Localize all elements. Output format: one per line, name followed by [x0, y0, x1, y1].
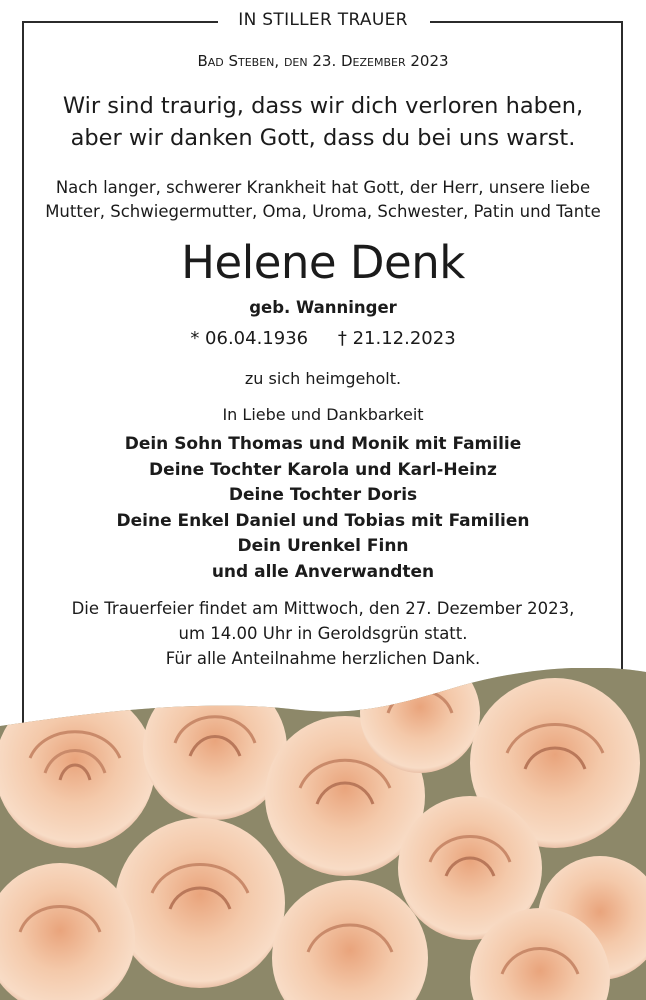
mourners-list — [0, 432, 646, 585]
deceased-name: Helene Denk — [181, 236, 465, 289]
service-line: Für alle Anteilnahme herzlichen Dank. — [165, 649, 481, 668]
place-date: Bad Steben, den 23. Dezember 2023 — [197, 52, 449, 70]
bible-quote — [0, 90, 646, 154]
mourner-line: Deine Tochter Karola und Karl-Heinz — [149, 459, 497, 480]
called-home-text: zu sich heimgeholt. — [244, 369, 402, 388]
roses-image — [0, 668, 646, 1000]
life-dates — [0, 328, 646, 349]
service-line: um 14.00 Uhr in Geroldsgrün statt. — [178, 624, 468, 643]
birth-name: geb. Wanninger — [249, 298, 397, 317]
intro-text — [0, 176, 646, 224]
mourner-line: und alle Anverwandten — [211, 561, 435, 582]
intro-line: Mutter, Schwiegermutter, Oma, Uroma, Schwester, Patin und Tante — [45, 202, 601, 221]
mourner-line: Deine Tochter Doris — [228, 485, 418, 505]
notice-header: IN STILLER TRAUER — [238, 10, 408, 30]
quote-line: Wir sind traurig, dass wir dich verloren haben, — [62, 93, 584, 119]
service-line: Die Trauerfeier findet am Mittwoch, den 27. Dezember 2023, — [71, 599, 575, 618]
mourner-line: Dein Sohn Thomas und Monik mit Familie — [124, 434, 522, 454]
mourner-line: Dein Urenkel Finn — [237, 536, 409, 556]
service-info — [0, 596, 646, 671]
intro-line: Nach langer, schwerer Krankheit hat Gott, der Herr, unsere liebe — [55, 178, 591, 197]
birth-date: * 06.04.1936 — [190, 328, 309, 349]
quote-line: aber wir danken Gott, dass du bei uns warst. — [70, 125, 576, 151]
death-date: † 21.12.2023 — [337, 328, 456, 349]
love-line: In Liebe und Dankbarkeit — [222, 405, 424, 424]
mourner-line: Deine Enkel Daniel und Tobias mit Familien — [116, 510, 530, 531]
